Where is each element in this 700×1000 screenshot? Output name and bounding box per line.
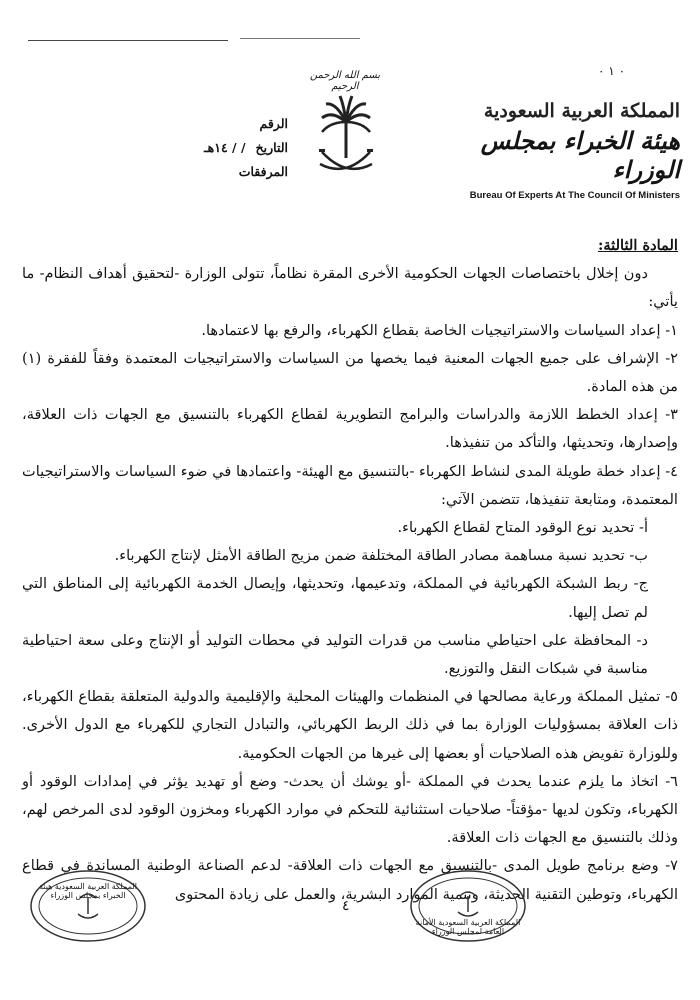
date-value: / / ١٤هـ bbox=[204, 140, 246, 155]
reference-fields bbox=[150, 112, 288, 184]
list-item: ٧- وضع برنامج طويل المدى -بالتنسيق مع الجهات ذات العلاقة- لدعم الصناعة الوطنية المساندة في قطاع الكهرباء، وتوطين التقنية الحديثة، وتنمية الموارد البشرية، والعمل على زيادة المحتوى bbox=[22, 857, 678, 903]
basmala: بسم الله الرحمن الرحيم bbox=[309, 70, 381, 92]
stamp-left-seal-icon bbox=[28, 868, 148, 944]
date-row bbox=[150, 136, 288, 160]
reference-number-label: الرقم bbox=[259, 116, 288, 131]
stamp-right-text: المملكة العربية السعودية الأمانة العامة لمجلس الوزراء bbox=[415, 918, 521, 936]
top-rule bbox=[28, 40, 228, 41]
top-marks: ٠ ١ ٠ bbox=[598, 64, 626, 78]
bureau-name-english: Bureau Of Experts At The Council Of Ministers bbox=[469, 190, 680, 201]
sub-list-item: ج- ربط الشبكة الكهربائية في المملكة، وتدعيمها، وتحديثها، وإيصال الخدمة الكهربائية إلى المناطق التي لم تصل إليها. bbox=[22, 575, 648, 621]
attachments-label: المرفقات bbox=[238, 164, 288, 179]
list-item: ٤- إعداد خطة طويلة المدى لنشاط الكهرباء -بالتنسيق مع الهيئة- واعتمادها في ضوء السياسات والاستراتيجيات المعتمدة، ومتابعة تنفيذها، تتضمن الآتي: bbox=[22, 462, 678, 508]
article-intro: دون إخلال باختصاصات الجهات الحكومية الأخرى المقرة نظاماً، تتولى الوزارة -لتحقيق أهداف النظام- ما يأتي: bbox=[22, 265, 678, 311]
date-label: التاريخ bbox=[255, 140, 288, 155]
official-stamp-left bbox=[28, 868, 148, 944]
stamp-left-text: المملكة العربية السعودية هيئة الخبراء بمجلس الوزراء bbox=[39, 882, 137, 900]
sub-list-item: أ- تحديد نوع الوقود المتاح لقطاع الكهرباء. bbox=[397, 519, 648, 537]
list-item: ١- إعداد السياسات والاستراتيجيات الخاصة بقطاع الكهرباء، والرفع بها لاعتمادها. bbox=[201, 321, 678, 339]
list-item: ٦- اتخاذ ما يلزم عندما يحدث في المملكة -أو يوشك أن يحدث- وضع أو تهديد يؤثر في إمدادات الوقود أو الكهرباء، وتكون لديها -مؤقتاً- صلاحيات استثنائية للتحكم في موارد الكهرباء ومخزون الوقود لدى المرخص لهم، وذلك بالتنسيق مع الجهات ذات العلاقة. bbox=[22, 772, 678, 847]
list-item: ٥- تمثيل المملكة ورعاية مصالحها في المنظمات والهيئات المحلية والإقليمية والدولية المتعلقة بقطاع الكهرباء، ذات العلاقة بمسؤوليات الوزارة بما في ذلك الربط الكهربائي، والتبادل التجاري للكهرباء مع الدول الأخرى. وللوزارة تفويض هذه الصلاحيات أو بعضها إلى غيرها من الجهات الحكومية. bbox=[22, 688, 678, 762]
article-title: المادة الثالثة: bbox=[597, 237, 678, 254]
article-body bbox=[22, 232, 678, 909]
reference-number-row bbox=[150, 112, 288, 136]
bureau-name: هيئة الخبراء بمجلس الوزراء bbox=[480, 126, 680, 184]
sub-list-item: د- المحافظة على احتياطي مناسب من قدرات التوليد في محطات التوليد أو الإنتاج وعلى سعة احتياطية مناسبة في شبكات النقل والتوزيع. bbox=[22, 631, 648, 678]
palm-swords-emblem-icon bbox=[318, 88, 374, 180]
organization-header bbox=[420, 100, 680, 201]
top-rule-short bbox=[240, 38, 360, 39]
official-stamp-right bbox=[408, 868, 528, 944]
list-item: ٣- إعداد الخطط اللازمة والدراسات والبرامج التطويرية لقطاع الكهرباء بالتنسيق مع الجهات ذات العلاقة، وإصدارها، وتحديثها، والتأكد من تنفيذها. bbox=[22, 406, 678, 452]
list-item: ٢- الإشراف على جميع الجهات المعنية فيما يخصها من السياسات والاستراتيجيات المعتمدة وفقاً للفقرة (١) من هذه المادة. bbox=[22, 349, 678, 396]
kingdom-name: المملكة العربية السعودية bbox=[483, 100, 680, 122]
attachments-row bbox=[150, 160, 288, 184]
page-number: ٤ bbox=[342, 898, 350, 914]
sub-list-item: ب- تحديد نسبة مساهمة مصادر الطاقة المختلفة ضمن مزيج الطاقة الأمثل لإنتاج الكهرباء. bbox=[114, 547, 648, 565]
